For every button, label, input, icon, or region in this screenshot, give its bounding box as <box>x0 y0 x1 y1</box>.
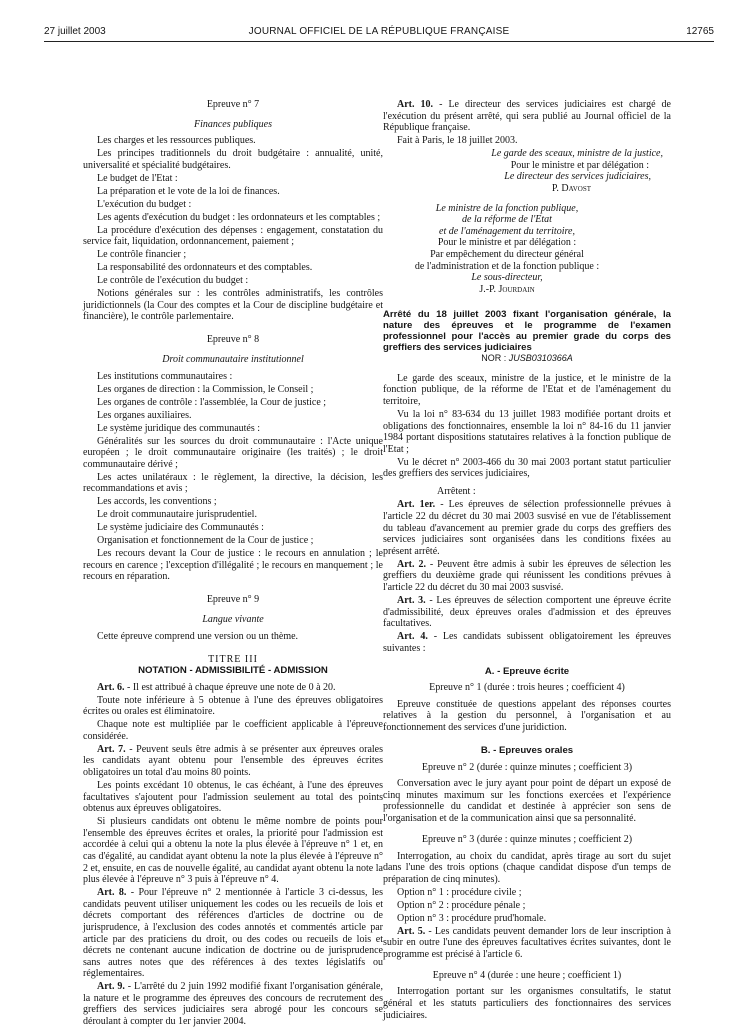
epreuve-1-text: Epreuve constituée de questions appelant des réponses courtes relatives à la gestion du personnel, à l'organisation et au fonctionnement des services d'une juridiction. <box>383 698 671 734</box>
list-item: Les recours devant la Cour de justice : le recours en annulation ; le recours en carence ; l'exception d'illégalité ; le recours en manquement ; le recours en réparation. <box>83 548 383 583</box>
section-b-heading: B. - Epreuves orales <box>480 745 574 757</box>
list-item: La responsabilité des ordonnateurs et des comptables. <box>97 262 313 274</box>
article-label: Art. 5. <box>397 925 426 937</box>
epreuve-3-text: Interrogation, au choix du candidat, après tirage au sort du sujet dans l'une des trois options (chaque candidat dispose d'un temps de préparation de cinq minutes). <box>383 850 671 885</box>
titre-heading: TITRE III <box>208 653 258 665</box>
signature-line: Le garde des sceaux, ministre de la justice, <box>491 148 663 160</box>
article-label: Art. 8. <box>97 887 127 899</box>
article-label: Art. 2. <box>397 558 426 570</box>
article-7: Art. 7. - Peuvent seuls être admis à se présenter aux épreuves orales les candidats ayant obtenu pour l'ensemble des épreuves écrites obligatoires un total d'au moins 80 points. <box>83 743 383 779</box>
epreuve-4-text: Interrogation portant sur les organismes consultatifs, le statut général et les statuts particuliers des fonctionnaires des services judiciaires. <box>383 986 671 1021</box>
signature-line: Le sous-directeur, <box>471 272 543 284</box>
list-item: Les organes auxiliaires. <box>97 409 192 421</box>
signature-line: Pour le ministre et par délégation : <box>510 159 649 171</box>
article-10: Art. 10. - Le directeur des services judiciaires est chargé de l'exécution du présent arrêté, qui sera publié au Journal officiel de la République française. <box>383 99 671 134</box>
article-label: Art. 3. <box>397 594 426 606</box>
article-7-p3: Si plusieurs candidats ont obtenu le même nombre de points pour l'ensemble des épreuves écrites et orales, la priorité pour l'admission est accordée à celui qui a obtenu la note la plus élevée à l'épreuve n° 1 et, en cas d'égalité, au candidat ayant obtenu la note la plus élevée à l'épreuve n° 2 et, ensuite, en cas de nouvelle égalité, au candidat ayant obtenu la note la plus élevée à l'épreuve n° 3 puis à l'épreuve n° 4. <box>83 816 383 886</box>
list-item: Les accords, les conventions ; <box>97 496 217 508</box>
preamble: Vu la loi n° 83-634 du 13 juillet 1983 modifiée portant droits et obligations des fonctionnaires, ensemble la loi n° 84-16 du 11 janvier 1984 portant dispositions statutaires relatives à la fonction publique de l'Etat ; <box>383 409 671 455</box>
article-4: Art. 4. - Les candidats subissent obligatoirement les épreuves suivantes : <box>383 631 671 654</box>
signature-line: Le directeur des services judiciaires, <box>504 171 651 183</box>
section-a-heading: A. - Epreuve écrite <box>484 665 570 677</box>
article-label: Art. 10. <box>397 99 434 110</box>
signature-line: de l'administration et de la fonction publique : <box>414 260 600 272</box>
epreuve-9-text: Cette épreuve comprend une version ou un thème. <box>97 630 299 642</box>
option-item: Option n° 3 : procédure prud'homale. <box>397 912 547 924</box>
epreuve-4-heading: Epreuve n° 4 (durée : une heure ; coefficient 1) <box>432 969 622 981</box>
article-1: Art. 1er. - Les épreuves de sélection professionnelle prévues à l'article 22 du décret du 30 mai 2003 susvisé en vue de l'établissement du tableau d'avancement au premier grade du corps des greffiers des services judiciaires sont organisées dans les conditions fixées au présent arrêté. <box>383 499 671 557</box>
list-item: Organisation et fonctionnement de la Cour de justice ; <box>97 535 314 547</box>
list-item: La préparation et le vote de la loi de finances. <box>97 185 280 197</box>
article-6: Art. 6. - Il est attribué à chaque épreuve une note de 0 à 20. <box>97 681 336 693</box>
article-7-p2: Les points excédant 10 obtenus, le cas échéant, à l'une des épreuves facultatives s'ajoutent pour l'admission seulement au total des points obtenus aux épreuves obligatoires. <box>83 780 383 815</box>
left-column <box>83 99 383 1029</box>
option-item: Option n° 1 : procédure civile ; <box>397 886 522 898</box>
epreuve-9-subject: Langue vivante <box>202 613 264 625</box>
epreuve-7-subject: Finances publiques <box>193 118 273 130</box>
epreuve-8-title: Epreuve n° 8 <box>206 334 260 346</box>
article-9: Art. 9. - L'arrêté du 2 juin 1992 modifié fixant l'organisation générale, la nature et le programme des épreuves des concours de recrutement des greffiers des services judiciaires sera abrogé pour les concours se déroulant à compter du 1er janvier 2004. <box>83 981 383 1028</box>
list-item: L'exécution du budget : <box>97 198 192 210</box>
epreuve-7-title: Epreuve n° 7 <box>206 99 260 110</box>
list-item: Les charges et les ressources publiques. <box>97 135 256 147</box>
list-item: Le système judiciaire des Communautés : <box>97 522 264 534</box>
list-item: Le droit communautaire jurisprudentiel. <box>97 509 257 521</box>
fait-a-paris: Fait à Paris, le 18 juillet 2003. <box>397 135 518 147</box>
list-item: Généralités sur les sources du droit communautaire : l'Acte unique européen ; le droit communautaire originaire (les traités) ; le droit communautaire dérivé ; <box>83 435 383 470</box>
list-item: Les actes unilatéraux : le règlement, la directive, la décision, les recommandations et avis ; <box>83 471 383 495</box>
list-item: Les organes de direction : la Commission, le Conseil ; <box>97 383 314 395</box>
epreuve-3-heading: Epreuve n° 3 (durée : quinze minutes ; coefficient 2) <box>421 833 633 845</box>
preamble: Vu le décret n° 2003-466 du 30 mai 2003 portant statut particulier des greffiers des services judiciaires, <box>383 456 671 480</box>
epreuve-8-subject: Droit communautaire institutionnel <box>162 353 304 365</box>
article-label: Art. 7. <box>97 743 126 755</box>
page-header <box>44 26 714 40</box>
list-item: Le budget de l'Etat : <box>97 172 178 184</box>
signature-line: Pour le ministre et par délégation : <box>437 237 577 249</box>
list-item: Notions générales sur : les contrôles administratifs, les contrôles juridictionnels (la Cour des comptes et la Cour de discipline budgétaire et financière), le contrôle parlementaire. <box>83 288 383 323</box>
list-item: Les organes de contrôle : l'assemblée, la Cour de justice ; <box>97 396 327 408</box>
article-label: Art. 1er. <box>397 499 436 511</box>
epreuve-2-text: Conversation avec le jury ayant pour point de départ un exposé de cinq minutes maximum sur les fonctions exercées et l'expérience professionnelle du candidat et destinée à apprécier son sens de l'organisation et de la communication ainsi que sa personnalité. <box>383 778 671 824</box>
preamble: Le garde des sceaux, ministre de la justice, et le ministre de la fonction publique, de la réforme de l'Etat et de l'aménagement du territoire, <box>383 372 671 408</box>
epreuve-7-list <box>83 135 383 323</box>
list-item: Le système juridique des communautés : <box>97 422 261 434</box>
article-2: Art. 2. - Peuvent être admis à subir les épreuves de sélection les greffiers du deuxième grade qui réunissent les conditions prévues à l'article 22 du décret du 30 mai 2003 susvisé. <box>383 558 672 593</box>
epreuve-8-list <box>83 371 383 583</box>
page-number: 12765 <box>686 26 714 37</box>
article-5: Art. 5. - Les candidats peuvent demander lors de leur inscription à subir en outre l'une des épreuves facultatives écrites suivantes, dont le programme est précisé à l'article 6. <box>383 925 672 960</box>
article-8: Art. 8. - Pour l'épreuve n° 2 mentionnée à l'article 3 ci-dessus, les candidats peuvent utiliser uniquement les codes ou les recueils de lois et décrets comportant des références d'articles de doctrine ou de jurisprudence, à l'exclusion des codes annotés et commentés article par article par des praticiens du droit, ou des codes ou recueils de lois et décrets ne contenant aucune indication de doctrine ou de jurisprudence sans autres notes que des références à des textes législatifs ou réglementaires. <box>83 887 383 980</box>
article-label: Art. 6. <box>97 681 125 693</box>
signature-line: et de l'aménagement du territoire, <box>439 225 575 237</box>
article-6-p2: Toute note inférieure à 5 obtenue à l'une des épreuves obligatoires écrites ou orales est éliminatoire. <box>83 694 383 718</box>
header-date: 27 juillet 2003 <box>44 26 106 37</box>
article-label: Art. 4. <box>397 631 428 643</box>
signatory-name: J.-P. Jourdain <box>479 283 535 295</box>
epreuve-2-heading: Epreuve n° 2 (durée : quinze minutes ; coefficient 3) <box>421 761 633 773</box>
article-6-p3: Chaque note est multipliée par le coefficient applicable à l'épreuve considérée. <box>83 719 383 742</box>
article-3: Art. 3. - Les épreuves de sélection comportent une épreuve écrite d'admissibilité, deux épreuves orales d'admission et des épreuves facultatives. <box>383 594 671 630</box>
nor-reference: NOR : JUSB0310366A <box>481 353 573 364</box>
arretent: Arrêtent : <box>437 486 476 498</box>
arrete-title: Arrêté du 18 juillet 2003 fixant l'organisation générale, la nature des épreuves et le programme de l'examen professionnel pour l'accès au premier grade du corps des greffiers des services judiciaires <box>383 309 671 354</box>
epreuve-1-heading: Epreuve n° 1 (durée : trois heures ; coefficient 4) <box>429 682 625 694</box>
list-item: Le contrôle financier ; <box>97 249 187 261</box>
signatory-name: P. Davost <box>551 182 591 194</box>
list-item: Les institutions communautaires : <box>97 370 233 382</box>
option-item: Option n° 2 : procédure pénale ; <box>397 899 526 911</box>
signature-line: Le ministre de la fonction publique, <box>435 202 579 214</box>
list-item: La procédure d'exécution des dépenses : engagement, constatation du service fait, liquidation, ordonnancement, paiement ; <box>83 224 383 248</box>
journal-title: JOURNAL OFFICIEL DE LA RÉPUBLIQUE FRANÇAISE <box>248 26 510 37</box>
signature-line: de la réforme de l'Etat <box>462 214 552 226</box>
list-item: Les principes traditionnels du droit budgétaire : annualité, unité, universalité et spécialité budgétaires. <box>83 148 383 171</box>
list-item: Le contrôle de l'exécution du budget : <box>97 275 249 287</box>
right-column <box>383 99 671 1023</box>
notation-heading: NOTATION - ADMISSIBILITÉ - ADMISSION <box>138 665 328 677</box>
list-item: Les agents d'exécution du budget : les ordonnateurs et les comptables ; <box>97 211 381 223</box>
epreuve-9-title: Epreuve n° 9 <box>206 594 260 606</box>
signature-line: Par empêchement du directeur général <box>430 248 584 260</box>
article-label: Art. 9. <box>97 981 125 993</box>
header-rule <box>44 41 714 42</box>
